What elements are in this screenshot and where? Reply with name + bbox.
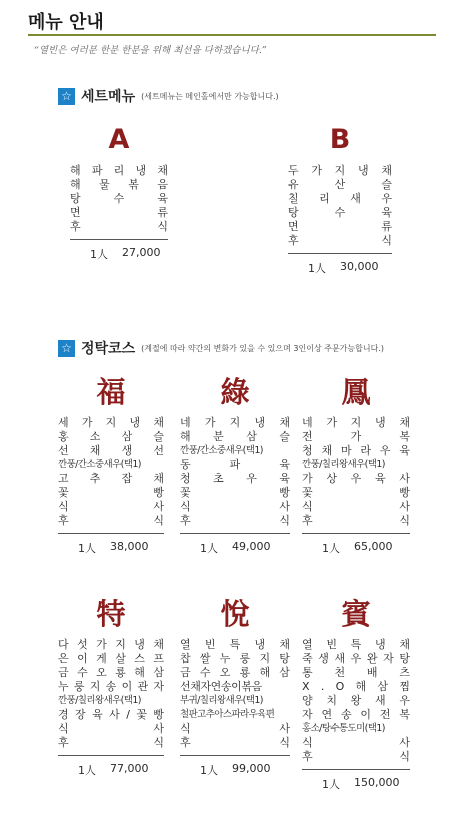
menu-name: 福 (96, 375, 126, 409)
menu-item: 홍소/탕수통도미(택1) (302, 723, 385, 734)
menu-item: 청 초 우 육 (180, 472, 290, 485)
menu-item: 후 식 (288, 234, 392, 247)
course-menu-rok (180, 376, 290, 556)
menu-item: 열 빈 특 냉 채 (180, 638, 290, 651)
menu-item: X . O 해 삼 찜 (302, 680, 410, 693)
set-menu-a (70, 124, 168, 262)
menu-item: 후 식 (302, 514, 410, 527)
menu-price (58, 762, 164, 778)
menu-item: 식 사 (180, 722, 290, 735)
menu-item: 면 류 (70, 206, 168, 219)
course-menu-bong (302, 376, 410, 556)
menu-item: 식 사 (58, 500, 164, 513)
menu-item: 해 분 삼 슬 (180, 430, 290, 443)
course-menu-title: 정탁코스 (81, 341, 136, 357)
menu-divider (58, 755, 164, 756)
menu-item: 후 식 (58, 736, 164, 749)
menu-item: 은 이 게 살 스 프 (58, 652, 164, 665)
menu-persons: 1人 (78, 764, 96, 777)
menu-item: 선채자연송이볶음 (180, 680, 262, 693)
menu-item: 깐풍/칠리왕새우(택1) (302, 459, 385, 470)
course-menu-bin (302, 598, 410, 792)
set-menu-title: 세트메뉴 (81, 89, 136, 105)
menu-name: 悅 (220, 597, 250, 631)
menu-divider (180, 755, 290, 756)
menu-price-value: 49,000 (232, 540, 271, 553)
menu-divider (180, 533, 290, 534)
menu-item: 고 추 잡 채 (58, 472, 164, 485)
menu-divider (302, 769, 410, 770)
menu-price (288, 260, 392, 276)
star-icon: ☆ (58, 340, 75, 357)
star-icon: ☆ (58, 88, 75, 105)
menu-name: 特 (96, 597, 126, 631)
menu-persons: 1人 (322, 778, 340, 791)
menu-item: 홍 소 삼 슬 (58, 430, 164, 443)
menu-item: 식 사 (180, 500, 290, 513)
menu-item-list (288, 164, 392, 248)
menu-item: 철판고추아스파라우육편 (180, 709, 275, 720)
menu-item: 깐풍/칠리왕새우(택1) (58, 695, 141, 706)
menu-item-list (70, 164, 168, 234)
menu-persons: 1人 (90, 248, 108, 261)
menu-item: 열 빈 특 냉 채 (302, 638, 410, 651)
menu-price (302, 540, 410, 556)
menu-item: 누 룽 지 송 이 관 자 (58, 680, 164, 693)
menu-price (180, 762, 290, 778)
menu-item: 후 식 (58, 514, 164, 527)
menu-price-value: 99,000 (232, 762, 271, 775)
menu-persons: 1人 (308, 262, 326, 275)
menu-item: 경 장 육 사 / 꽃 빵 (58, 708, 164, 721)
course-menu-bok (58, 376, 164, 556)
menu-divider (70, 239, 168, 240)
course-menu-teuk (58, 598, 164, 778)
menu-item-list (180, 416, 290, 528)
menu-persons: 1人 (322, 542, 340, 555)
menu-price-value: 27,000 (122, 246, 161, 259)
menu-item: 가 상 우 육 사 (302, 472, 410, 485)
menu-item: 동 파 육 (180, 458, 290, 471)
menu-item: 꽃 빵 (180, 486, 290, 499)
menu-name: 賓 (341, 597, 371, 631)
menu-item: 네 가 지 냉 채 (302, 416, 410, 429)
page-subtitle: “열빈은 여러분 한분 한분을 위해 최선을 다하겠습니다.” (34, 45, 267, 56)
page-title: 메뉴 안내 (28, 12, 104, 33)
set-menu-header (58, 86, 279, 106)
menu-item: 유 산 슬 (288, 178, 392, 191)
menu-divider (302, 533, 410, 534)
menu-item: 탕 수 육 (70, 192, 168, 205)
menu-persons: 1人 (78, 542, 96, 555)
menu-item: 해 물 볶 음 (70, 178, 168, 191)
menu-item: 자 연 송 이 전 복 (302, 708, 410, 721)
course-menu-header (58, 338, 384, 358)
menu-item: 죽 생 새 우 완 자 탕 (302, 652, 410, 665)
menu-item: 탕 수 육 (288, 206, 392, 219)
menu-item: 전 가 복 (302, 430, 410, 443)
menu-price-value: 77,000 (110, 762, 149, 775)
menu-item-list (302, 416, 410, 528)
course-menu-note: (계절에 따라 약간의 변화가 있을 수 있으며 3인이상 주문가능합니다.) (141, 343, 384, 353)
menu-price (180, 540, 290, 556)
menu-item: 깐풍/간소중새우(택1) (58, 459, 141, 470)
menu-item: 네 가 지 냉 채 (180, 416, 290, 429)
menu-item: 다 섯 가 지 냉 채 (58, 638, 164, 651)
menu-price (58, 540, 164, 556)
menu-item: 세 가 지 냉 채 (58, 416, 164, 429)
menu-item: 식 사 (58, 722, 164, 735)
menu-item: 꽃 빵 (302, 486, 410, 499)
menu-persons: 1人 (200, 764, 218, 777)
menu-item-list (58, 416, 164, 528)
menu-item: 금 수 오 룡 해 삼 (58, 666, 164, 679)
menu-name: A (108, 124, 130, 155)
set-menu-b (288, 124, 392, 276)
menu-price (302, 776, 410, 792)
menu-item: 찹 쌀 누 룽 지 탕 (180, 652, 290, 665)
title-divider (28, 34, 436, 36)
menu-price (70, 246, 168, 262)
menu-item: 양 치 왕 새 우 (302, 694, 410, 707)
menu-divider (288, 253, 392, 254)
menu-item: 식 사 (302, 736, 410, 749)
menu-item: 부귀/칠리왕새우(택1) (180, 695, 263, 706)
menu-item: 후 식 (180, 514, 290, 527)
menu-name: 綠 (220, 375, 250, 409)
menu-price-value: 150,000 (354, 776, 400, 789)
menu-item-list (58, 638, 164, 750)
menu-name: 鳳 (341, 375, 371, 409)
menu-price-value: 30,000 (340, 260, 379, 273)
menu-item: 금 수 오 룡 해 삼 (180, 666, 290, 679)
course-menu-yeol (180, 598, 290, 778)
menu-item: 해 파 리 냉 채 (70, 164, 168, 177)
menu-item-list (302, 638, 410, 764)
menu-item: 꽃 빵 (58, 486, 164, 499)
menu-item: 면 류 (288, 220, 392, 233)
menu-price-value: 65,000 (354, 540, 393, 553)
menu-item: 후 식 (180, 736, 290, 749)
menu-item: 두 가 지 냉 채 (288, 164, 392, 177)
menu-name: B (329, 124, 351, 155)
menu-item-list (180, 638, 290, 750)
menu-persons: 1人 (200, 542, 218, 555)
menu-item: 칠 리 새 우 (288, 192, 392, 205)
menu-divider (58, 533, 164, 534)
menu-item: 후 식 (70, 220, 168, 233)
menu-item: 청 채 마 라 우 육 (302, 444, 410, 457)
menu-item: 깐풍/간소중새우(택1) (180, 445, 263, 456)
set-menu-note: (세트메뉴는 메인홀에서만 가능합니다.) (141, 91, 279, 101)
menu-item: 후 식 (302, 750, 410, 763)
menu-item: 통 천 배 츠 (302, 666, 410, 679)
menu-price-value: 38,000 (110, 540, 149, 553)
menu-item: 선 채 생 선 (58, 444, 164, 457)
menu-item: 식 사 (302, 500, 410, 513)
